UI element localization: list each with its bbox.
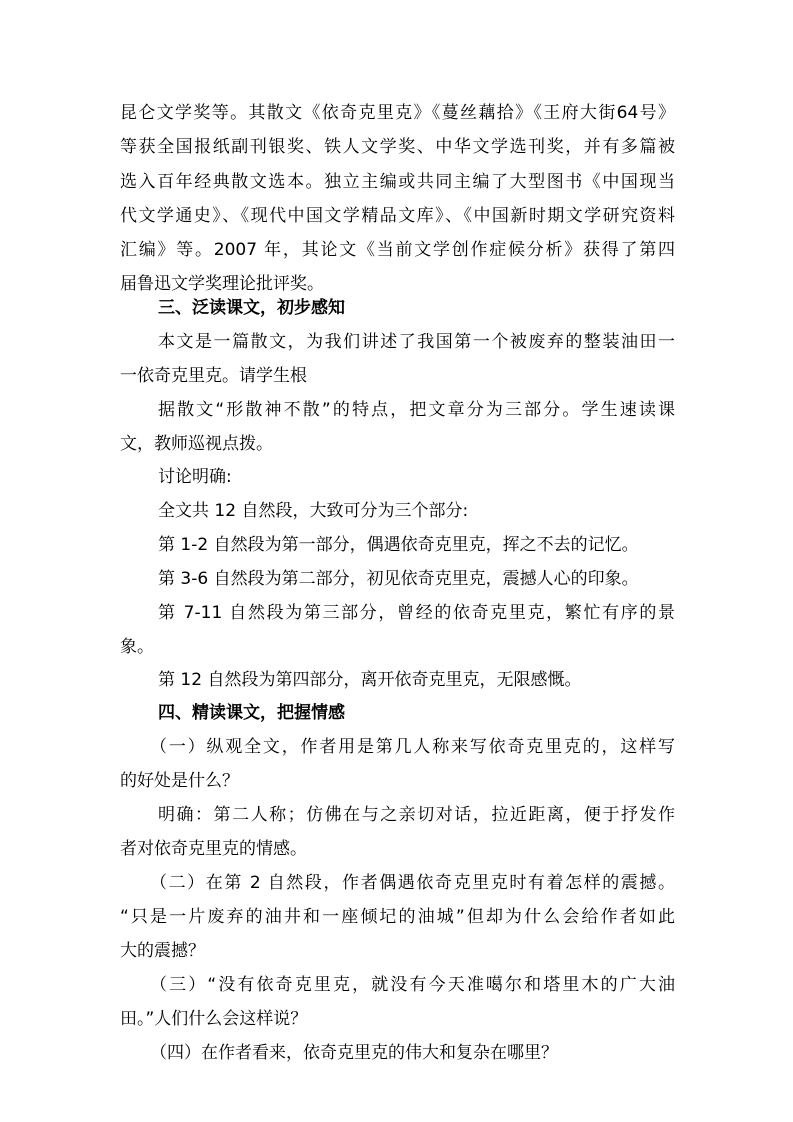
question-line: （四）在作者看来，依奇克里克的伟大和复杂在哪里？ bbox=[150, 1043, 558, 1063]
paragraph-line: 一依奇克里克。请学生根 bbox=[120, 366, 307, 386]
paragraph-line: 代文学通史》、《现代中国文学精品文库》、《中国新时期文学研究资料 bbox=[120, 206, 675, 226]
paragraph-line: 讨论明确: bbox=[158, 467, 232, 487]
section-heading: 四、精读课文，把握情感 bbox=[158, 703, 345, 723]
question-line: “只是一片废弃的油井和一座倾圮的油城”但却为什么会给作者如此 bbox=[120, 907, 675, 927]
answer-line: 明确：第二人称；仿佛在与之亲切对话，拉近距离，便于抒发作 bbox=[158, 805, 675, 825]
paragraph-line: 选入百年经典散文选本。独立主编或共同主编了大型图书《中国现当 bbox=[120, 172, 675, 192]
paragraph-line: 本文是一篇散文，为我们讲述了我国第一个被废弃的整装油田一 bbox=[158, 332, 675, 352]
paragraph-line: 汇编》等。2007 年，其论文《当前文学创作症候分析》获得了第四 bbox=[120, 240, 675, 260]
paragraph-line: 第 7-11 自然段为第三部分，曾经的依奇克里克，繁忙有序的景 bbox=[158, 603, 675, 623]
section-heading: 三、泛读课文，初步感知 bbox=[158, 298, 345, 318]
paragraph-line: 届鲁迅文学奖理论批评奖。 bbox=[120, 274, 324, 294]
question-line: （三）“没有依奇克里克，就没有今天准噶尔和塔里木的广大油 bbox=[150, 975, 675, 995]
question-line: （一）纵观全文，作者用是第几人称来写依奇克里克的，这样写 bbox=[150, 737, 675, 757]
paragraph-line: 文，教师巡视点拨。 bbox=[120, 434, 273, 454]
paragraph-line: 全文共 12 自然段，大致可分为三个部分: bbox=[158, 501, 469, 521]
paragraph-line: 据散文“形散神不散”的特点，把文章分为三部分。学生速读课 bbox=[158, 400, 675, 420]
paragraph-line: 等获全国报纸副刊银奖、铁人文学奖、中华文学选刊奖，并有多篇被 bbox=[120, 137, 675, 157]
paragraph-line: 第 3-6 自然段为第二部分，初见依奇克里克，震撼人心的印象。 bbox=[158, 569, 639, 589]
question-line: 的好处是什么？ bbox=[120, 771, 239, 791]
paragraph-line: 昆仑文学奖等。其散文《依奇克里克》《蔓丝藕拾》《王府大街64号》 bbox=[120, 103, 675, 123]
paragraph-line: 象。 bbox=[120, 637, 154, 657]
question-line: 大的震撼？ bbox=[120, 941, 205, 961]
paragraph-line: 第 1-2 自然段为第一部分，偶遇依奇克里克，挥之不去的记忆。 bbox=[158, 535, 639, 555]
answer-line: 者对依奇克里克的情感。 bbox=[120, 839, 307, 859]
question-line: （二）在第 2 自然段，作者偶遇依奇克里克时有着怎样的震撼。 bbox=[150, 873, 675, 893]
question-line: 田。”人们什么会这样说？ bbox=[120, 1009, 308, 1029]
paragraph-line: 第 12 自然段为第四部分，离开依奇克里克，无限感慨。 bbox=[158, 670, 582, 690]
